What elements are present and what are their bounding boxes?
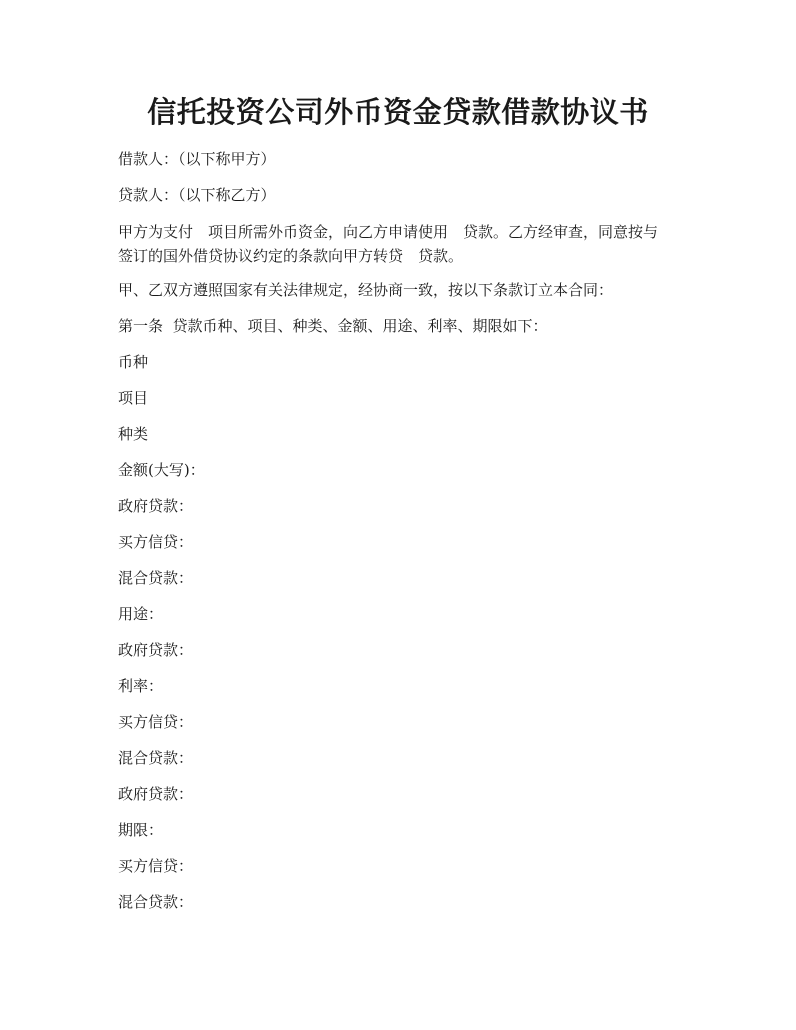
borrower-line: 借款人：（以下称甲方） — [118, 150, 276, 168]
purpose-paragraph: 甲方为支付 项目所需外币资金，向乙方申请使用 贷款。乙方经审查，同意按与 签订的国外借贷协议约定的条款向甲方转贷 贷款。 — [118, 223, 674, 265]
field-term: 期限： — [118, 821, 164, 839]
agreement-paragraph: 甲、乙双方遵照国家有关法律规定，经协商一致，按以下条款订立本合同： — [118, 281, 614, 299]
field-buyer-credit: 买方信贷： — [118, 533, 194, 551]
field-currency: 币种 — [118, 353, 149, 371]
lender-line: 贷款人：（以下称乙方） — [118, 186, 276, 204]
document-title: 信托投资公司外币资金贷款借款协议书 — [147, 95, 649, 129]
field-amount: 金额(大写)： — [118, 461, 205, 479]
article-one-heading: 第一条 贷款币种、项目、种类、金额、用途、利率、期限如下： — [118, 317, 548, 335]
field-government-loan: 政府贷款： — [118, 641, 194, 659]
field-mixed-loan: 混合贷款： — [118, 749, 194, 767]
field-mixed-loan: 混合贷款： — [118, 893, 194, 911]
field-type: 种类 — [118, 425, 149, 443]
field-buyer-credit: 买方信贷： — [118, 713, 194, 731]
field-government-loan: 政府贷款： — [118, 785, 194, 803]
document-body — [118, 148, 678, 927]
field-mixed-loan: 混合贷款： — [118, 569, 194, 587]
field-project: 项目 — [118, 389, 149, 407]
field-interest-rate: 利率： — [118, 677, 164, 695]
field-government-loan: 政府贷款： — [118, 497, 194, 515]
field-buyer-credit: 买方信贷： — [118, 857, 194, 875]
field-usage: 用途： — [118, 605, 164, 623]
